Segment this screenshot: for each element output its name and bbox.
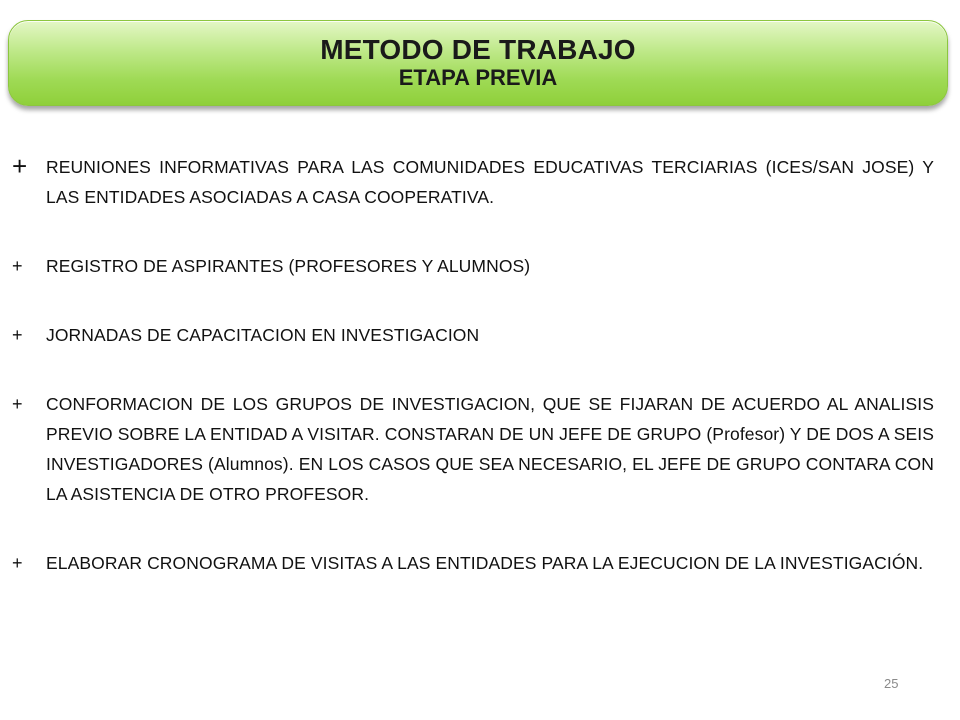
list-item — [10, 251, 934, 281]
list-item-text: CONFORMACION DE LOS GRUPOS DE INVESTIGACION, QUE SE FIJARAN DE ACUERDO AL ANALISIS PREVIO SOBRE LA ENTIDAD A VISITAR. CONSTARAN DE UN JEFE DE GRUPO (Profesor) Y DE DOS A SEIS INVESTIGADORES (Alumnos). EN LOS CASOS QUE SEA NECESARIO, EL JEFE DE GRUPO CONTARA CON LA ASISTENCIA DE OTRO PROFESOR. — [46, 394, 934, 504]
list-item — [10, 389, 934, 509]
list-item — [10, 152, 934, 212]
bullet-plus-icon: + — [12, 325, 23, 345]
bullet-plus-icon: + — [12, 151, 28, 181]
list-item-text: ELABORAR CRONOGRAMA DE VISITAS A LAS ENTIDADES PARA LA EJECUCION DE LA INVESTIGACIÓN. — [46, 553, 924, 573]
list-item-text: JORNADAS DE CAPACITACION EN INVESTIGACION — [46, 325, 480, 345]
bullet-list — [10, 152, 934, 578]
list-item-text: REUNIONES INFORMATIVAS PARA LAS COMUNIDADES EDUCATIVAS TERCIARIAS (ICES/SAN JOSE) Y LAS ENTIDADES ASOCIADAS A CASA COOPERATIVA. — [46, 157, 934, 207]
title-banner — [8, 20, 948, 106]
bullet-plus-icon: + — [12, 256, 23, 276]
bullet-plus-icon: + — [12, 394, 23, 414]
list-item-text: REGISTRO DE ASPIRANTES (PROFESORES Y ALUMNOS) — [46, 256, 531, 276]
list-item — [10, 320, 934, 350]
bullet-plus-icon: + — [12, 553, 23, 573]
slide-title: METODO DE TRABAJO — [320, 34, 636, 65]
slide-subtitle: ETAPA PREVIA — [398, 65, 558, 90]
page-number: 25 — [884, 676, 899, 691]
list-item — [10, 548, 934, 578]
